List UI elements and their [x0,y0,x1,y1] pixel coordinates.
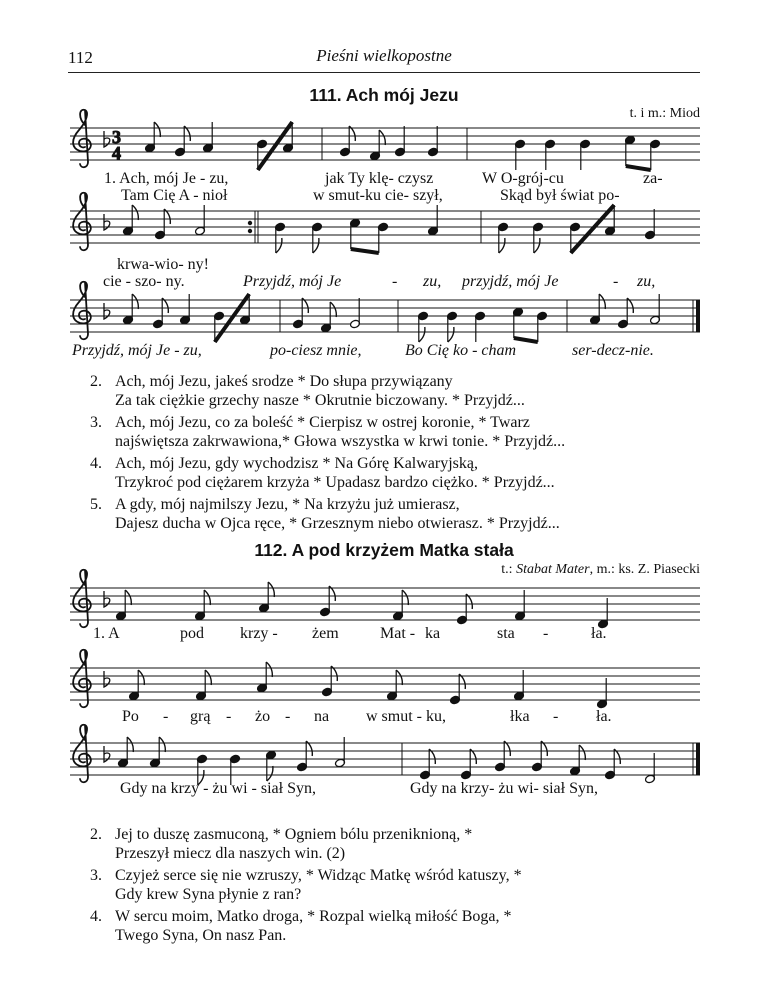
verse-number: 3. [90,414,102,431]
note-flag [138,670,144,685]
verse-number: 2. [90,373,102,390]
treble-clef [73,193,91,250]
note-flag [132,205,138,220]
note-flag [127,737,133,752]
lyric-syllable: - [285,708,291,725]
treble-clef [73,650,91,707]
flat-sign [104,214,110,230]
lyric-syllable: żo [255,708,271,725]
flat-sign [104,591,110,607]
note-flag [448,327,454,342]
note-flag [276,238,282,253]
lyric-text: cie - szo- ny. [103,273,185,290]
note-flag [419,327,425,342]
lyric-text: Gdy na krzy- żu wi- siał Syn, [410,780,598,797]
note-flag [534,238,540,253]
lyric-text: przyjdź, mój Je [462,273,559,290]
note-flag [267,766,273,781]
note-flag [379,130,385,145]
running-title: Pieśni wielkopostne [316,46,452,65]
lyric-syllable: ka [425,625,441,642]
note-flag [205,670,211,685]
note-flag [266,662,272,677]
note-beam [351,249,379,253]
time-signature-bottom: 4 [112,143,121,163]
verse-line: najświętsza zakrwawiona,* Głowa wszystka w krwi tonie. * Przyjdź... [115,433,566,450]
note-flag [330,302,336,317]
flat-sign [104,303,110,319]
note-flag [396,670,402,685]
lyric-syllable: ła. [596,708,612,725]
treble-clef [73,725,91,782]
lyric-text: 1. Ach, mój Je - zu, [104,170,229,187]
flat-sign [104,746,110,762]
verse-number: 4. [90,455,102,472]
verse-number: 5. [90,496,102,513]
lyric-syllable: na [314,708,330,725]
lyric-text: Tam Cię A - nioł [121,187,228,204]
verse-line: Jej to duszę zasmuconą, * Ogniem bólu przeniknioną, * [115,826,473,843]
lyric-text: Gdy na krzy - żu wi - siał Syn, [120,780,316,797]
lyric-text: w smut-ku cie- szył, [313,187,443,204]
note-flag [313,238,319,253]
treble-clef [73,570,91,627]
verse-line: Przeszył miecz dla naszych win. (2) [115,845,346,862]
verse-line: Ach, mój Jezu, co za boleść * Cierpisz w ostrej koronie, * Twarz [115,414,530,431]
song-111-title: 111. Ach mój Jezu [309,85,459,105]
lyric-text: ser-decz-nie. [572,342,654,359]
lyric-text: - [392,273,398,290]
treble-clef [73,282,91,339]
verse-line: Ach, mój Jezu, gdy wychodzisz * Na Górę Kalwaryjską, [115,455,479,472]
note-flag [132,294,138,309]
verse-line: Gdy krew Syna płynie z ran? [115,886,302,903]
song-112-title: 112. A pod krzyżem Matka stała [254,540,514,560]
song-112-credit: t.: Stabat Mater, m.: ks. Z. Piasecki [501,562,700,577]
verse-line: A gdy, mój najmilszy Jezu, * Na krzyżu już umierasz, [115,496,460,513]
lyric-text: krwa-wio- ny! [117,256,209,273]
song-111-credit: t. i m.: Miod [629,106,700,121]
lyric-syllable: krzy - [240,625,278,642]
lyric-text: Przyjdź, mój Je [243,273,342,290]
verse-line: Czyjeż serce się nie wzruszy, * Widząc Matkę wśród katuszy, * [115,867,522,884]
flat-sign [104,671,110,687]
note-flag [159,737,165,752]
verse-line: W sercu moim, Matko droga, * Rozpal wielką miłość Boga, * [115,908,512,925]
lyric-syllable: Mat - [380,625,416,642]
flat-sign [104,131,110,147]
lyric-text: po-ciesz mnie, [270,342,362,359]
treble-clef [73,110,91,167]
note-flag [402,590,408,605]
lyric-text: - [613,273,619,290]
verse-line: Ach, mój Jezu, jakeś srodze * Do słupa przywiązany [115,373,453,390]
verse-number: 4. [90,908,102,925]
lyric-syllable: - [226,708,232,725]
note-flag [125,590,131,605]
lyric-text: zu, [423,273,442,290]
lyric-text: za- [643,170,663,187]
lyric-syllable: pod [180,625,204,642]
lyric-syllable: ła. [591,625,607,642]
lyric-syllable: grą [190,708,211,725]
lyric-syllable: żem [312,625,339,642]
note-flag [499,238,505,253]
lyric-text: W O-grój-cu [482,170,564,187]
lyric-syllable: łka [510,708,530,725]
repeat-dot [248,221,251,224]
lyric-text: Bo Cię ko - cham [405,342,517,359]
lyric-text: zu, [637,273,656,290]
lyric-syllable: - [163,708,169,725]
verse-line: Dajesz ducha w Ojca ręce, * Grzesznym niebo otwierasz. * Przyjdź... [115,515,560,532]
verse-number: 3. [90,867,102,884]
lyric-text: Skąd był świat po- [500,187,620,204]
note-flag [204,590,210,605]
verse-number: 2. [90,826,102,843]
lyric-syllable: - [553,708,559,725]
note-flag [154,122,160,137]
note-flag [599,294,605,309]
lyric-text: Przyjdź, mój Je - zu, [72,342,202,359]
note-flag [579,745,585,760]
verse-line: Trzykroć pod ciężarem krzyża * Upadasz bardzo ciężko. * Przyjdź... [115,474,555,491]
lyric-syllable: 1. A [93,625,120,642]
page-number: 112 [68,48,93,67]
lyric-syllable: w smut - [366,708,422,725]
verse-line: Twego Syna, On nasz Pan. [115,927,287,944]
note-beam [514,338,538,342]
repeat-dot [248,229,251,232]
lyric-syllable: Po [122,708,139,725]
verse-line: Za tak ciężkie grzechy nasze * Okrutnie biczowany. * Przyjdź... [115,392,525,409]
lyric-syllable: - [543,625,549,642]
lyric-syllable: ku, [426,708,446,725]
note-flag [268,582,274,597]
time-signature-top: 3 [112,127,121,147]
lyric-text: jak Ty klę- czysz [325,170,434,187]
lyric-syllable: sta [497,625,515,642]
